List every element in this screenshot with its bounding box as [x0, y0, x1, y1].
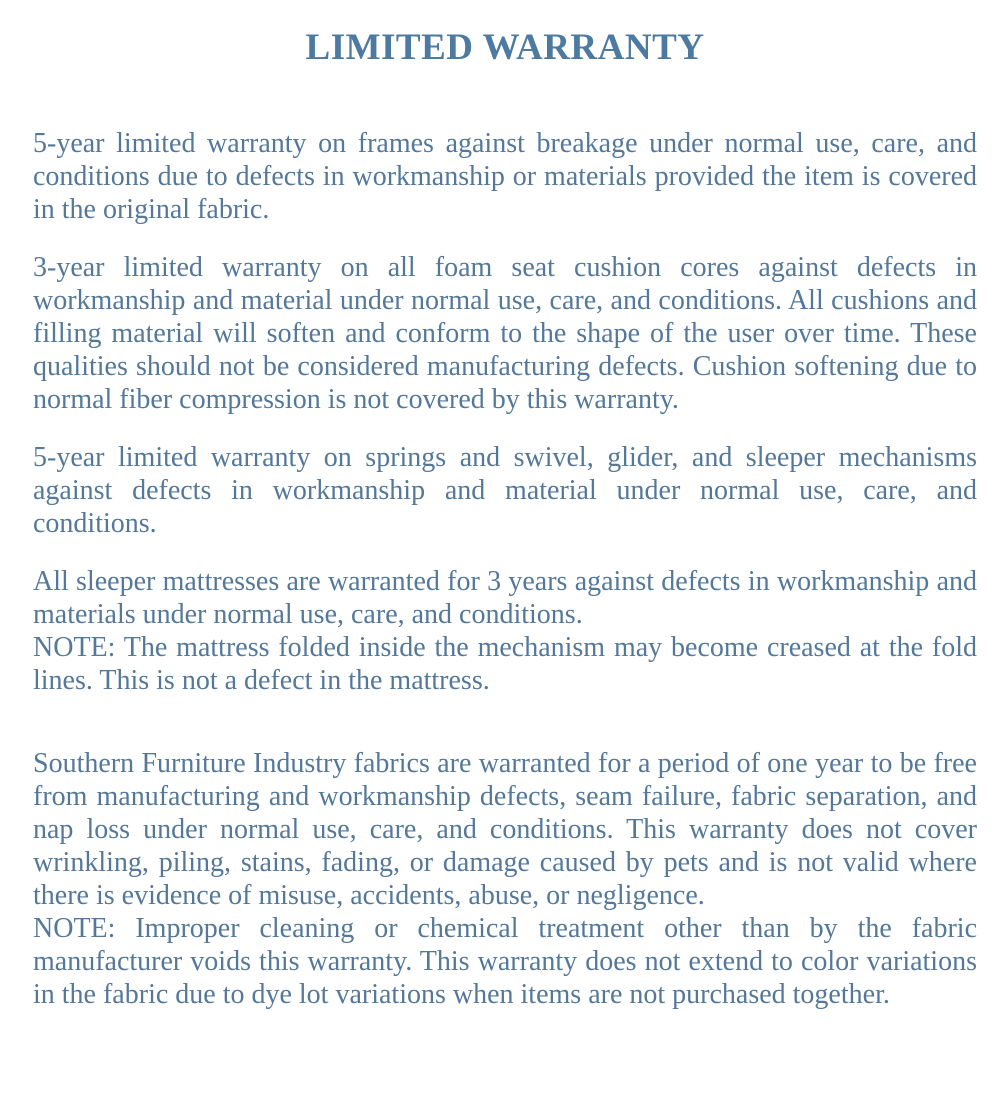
paragraph-foam-cushion-warranty: 3-year limited warranty on all foam seat cushion cores against defects in workmanship and material under normal use, care, and conditions. All cushions and filling material will soften and conform to the shape of the user over time. These qualities should not be considered manufacturing defects. Cushion softening due to normal fiber compression is not covered by this warranty.	[33, 252, 977, 415]
paragraph-frames-warranty: 5-year limited warranty on frames against breakage under normal use, care, and conditions due to defects in workmanship or materials provided the item is covered in the original fabric.	[33, 128, 977, 225]
paragraph-fabric-warranty-note: NOTE: Improper cleaning or chemical treatment other than by the fabric manufacturer voids this warranty. This warranty does not extend to color variations in the fabric due to dye lot variations when items are not purchased together.	[33, 913, 977, 1010]
paragraph-springs-mechanisms-warranty: 5-year limited warranty on springs and swivel, glider, and sleeper mechanisms against defects in workmanship and material under normal use, care, and conditions.	[33, 442, 977, 539]
paragraph-sleeper-mattress-note: NOTE: The mattress folded inside the mechanism may become creased at the fold lines. This is not a defect in the mattress.	[33, 632, 977, 696]
document-title: LIMITED WARRANTY	[305, 27, 705, 68]
paragraph-sleeper-mattress-warranty: All sleeper mattresses are warranted for 3 years against defects in workmanship and materials under normal use, care, and conditions.	[33, 566, 977, 630]
paragraph-fabric-warranty: Southern Furniture Industry fabrics are warranted for a period of one year to be free from manufacturing and workmanship defects, seam failure, fabric separation, and nap loss under normal use, care, and conditions. This warranty does not cover wrinkling, piling, stains, fading, or damage caused by pets and is not valid where there is evidence of misuse, accidents, abuse, or negligence.	[33, 748, 977, 911]
